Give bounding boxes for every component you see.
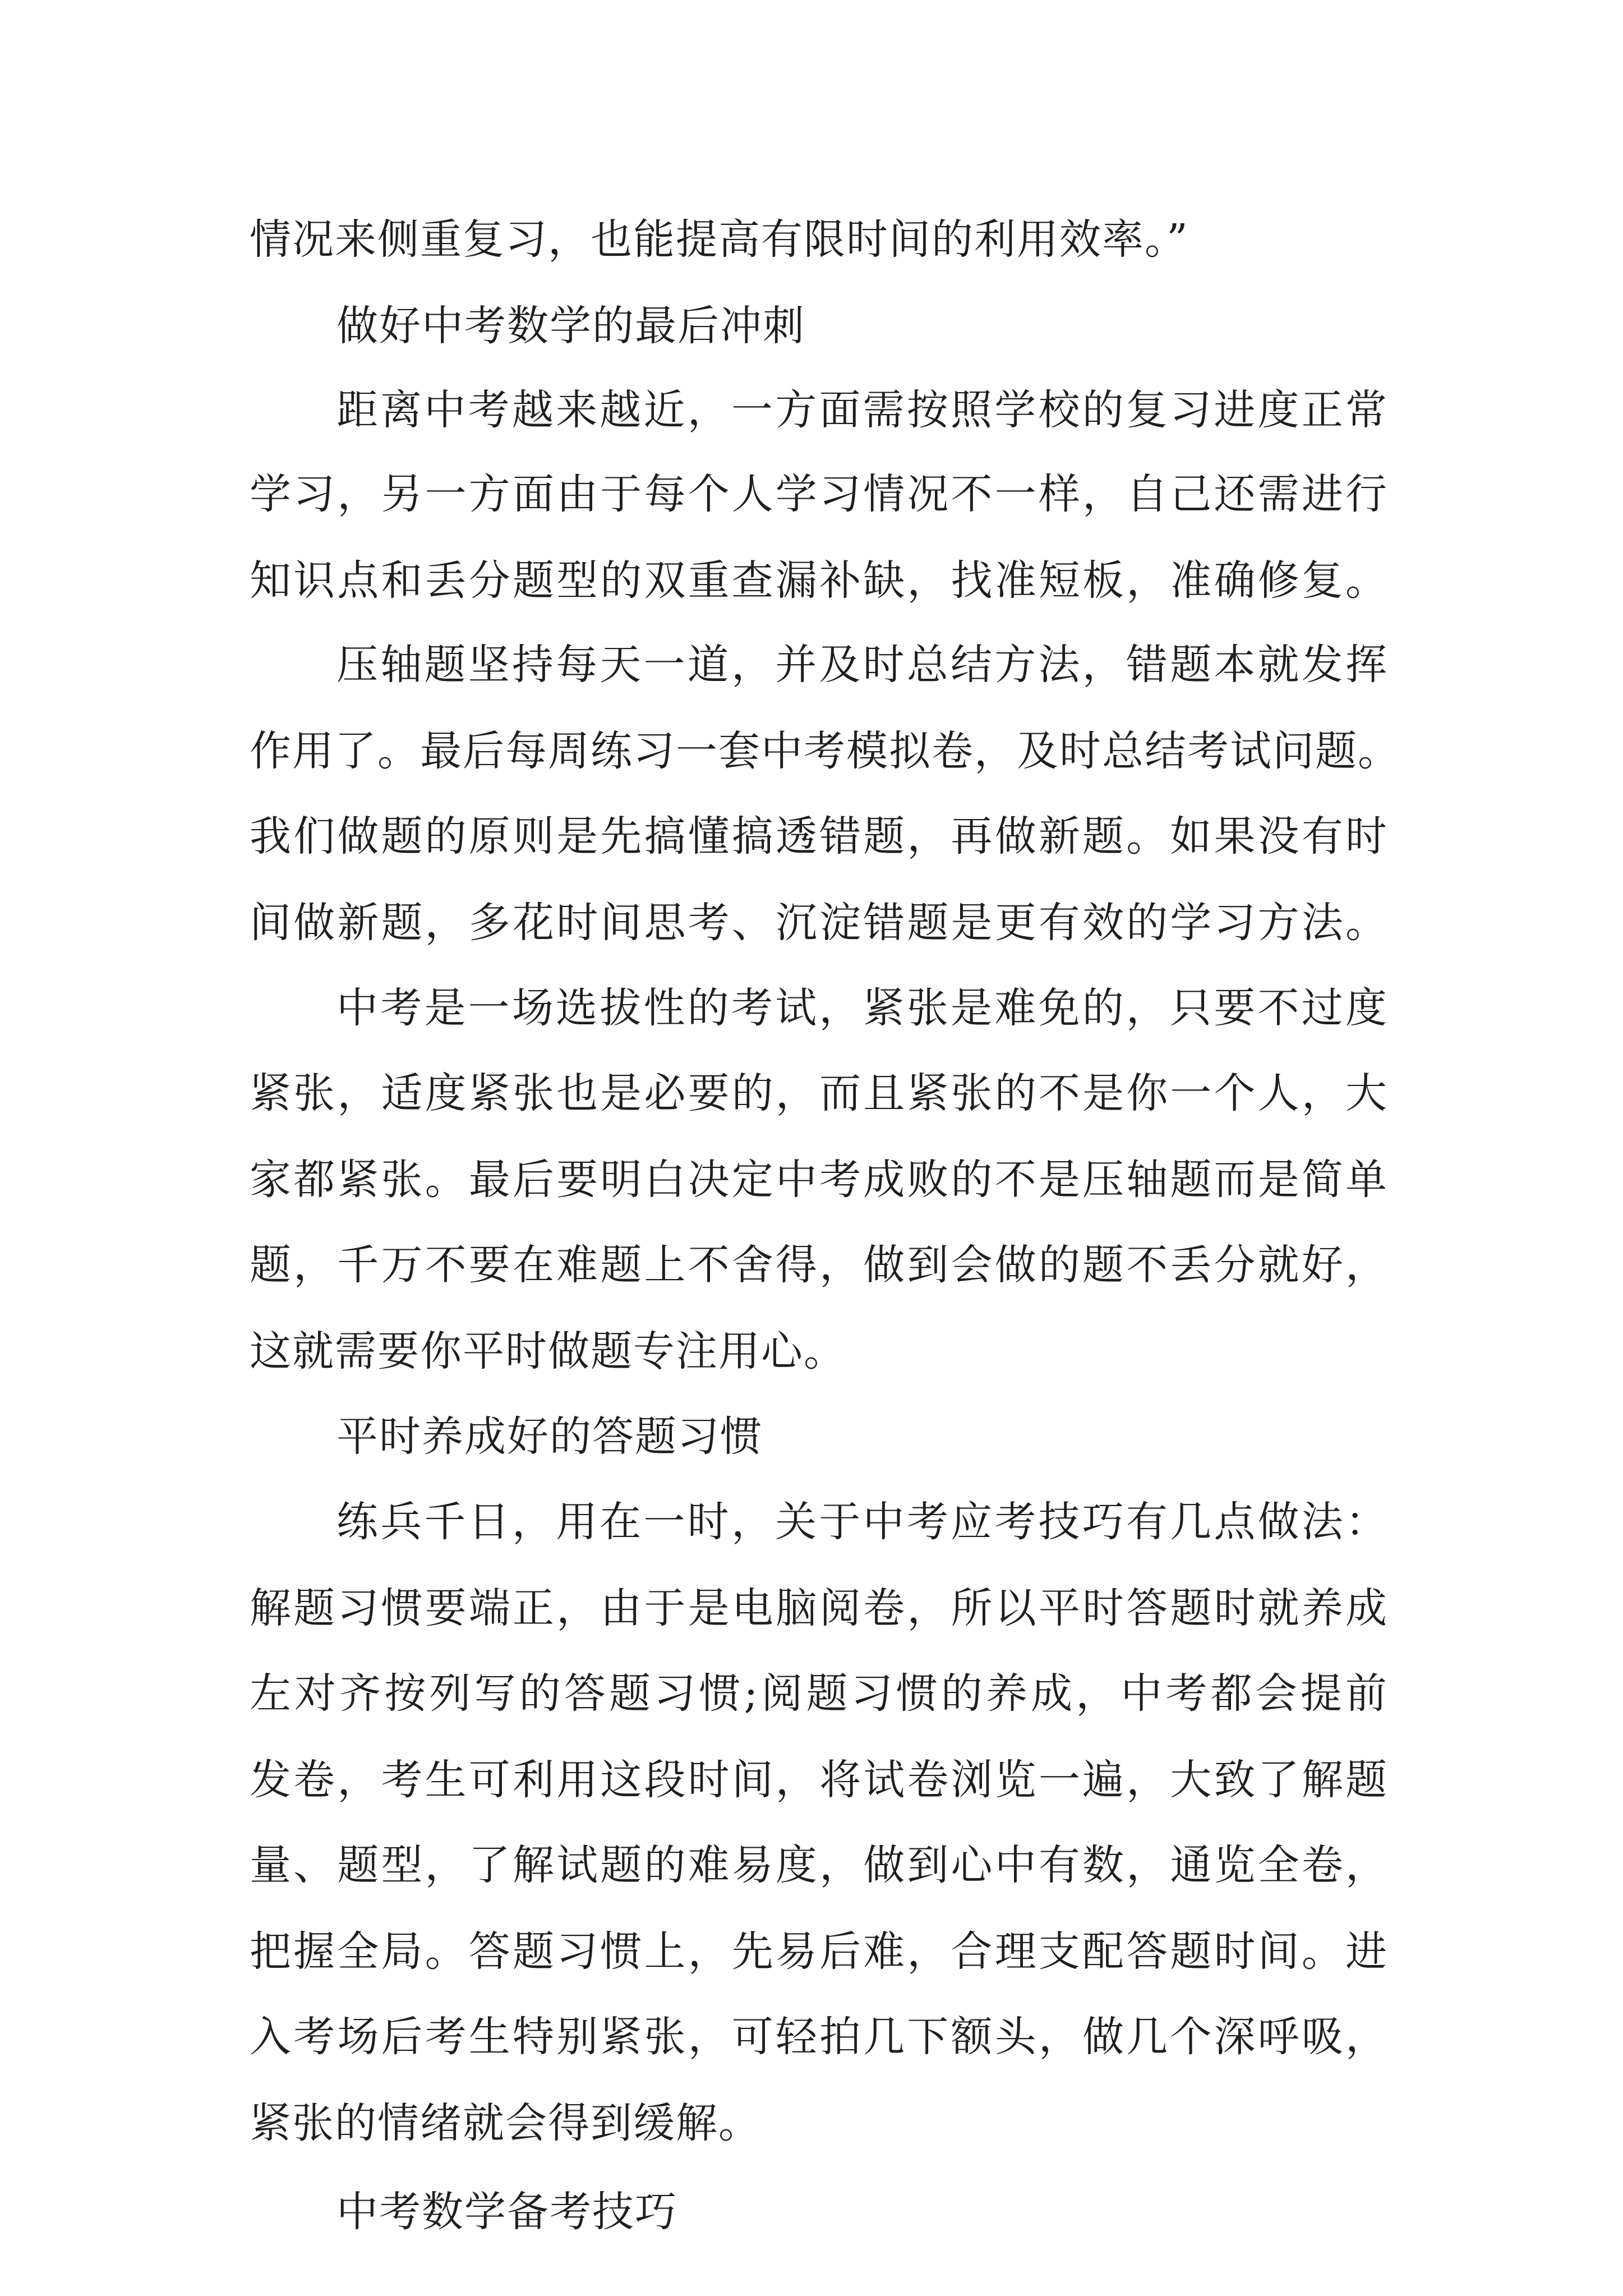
paragraph-line: 解题习惯要端正，由于是电脑阅卷，所以平时答题时就养成 bbox=[250, 1584, 1388, 1632]
paragraph-line: 量、题型，了解试题的难易度，做到心中有数，通览全卷， bbox=[250, 1841, 1388, 1889]
paragraph-line: 发卷，考生可利用这段时间，将试卷浏览一遍，大致了解题 bbox=[250, 1756, 1388, 1804]
paragraph-line: 入考场后考生特别紧张，可轻拍几下额头，做几个深呼吸， bbox=[250, 2013, 1388, 2061]
paragraph-line: 家都紧张。最后要明白决定中考成败的不是压轴题而是简单 bbox=[250, 1156, 1388, 1204]
paragraph-line: 我们做题的原则是先搞懂搞透错题，再做新题。如果没有时 bbox=[250, 812, 1388, 861]
paragraph-line: 距离中考越来越近，一方面需按照学校的复习进度正常 bbox=[336, 386, 1388, 434]
paragraph-line: 压轴题坚持每天一道，并及时总结方法，错题本就发挥 bbox=[336, 641, 1388, 689]
paragraph-line: 紧张，适度紧张也是必要的，而且紧张的不是你一个人，大 bbox=[250, 1069, 1388, 1117]
paragraph-line: 题，千万不要在难题上不舍得，做到会做的题不丢分就好， bbox=[250, 1241, 1388, 1289]
paragraph-line: 作用了。最后每周练习一套中考模拟卷，及时总结考试问题。 bbox=[250, 727, 1400, 775]
paragraph-line: 左对齐按列写的答题习惯;阅题习惯的养成，中考都会提前 bbox=[250, 1669, 1388, 1718]
paragraph-line: 情况来侧重复习，也能提高有限时间的利用效率。” bbox=[250, 215, 1189, 264]
paragraph-line: 把握全局。答题习惯上，先易后难，合理支配答题时间。进 bbox=[250, 1927, 1388, 1976]
section-heading: 平时养成好的答题习惯 bbox=[336, 1412, 763, 1461]
paragraph-line: 学习，另一方面由于每个人学习情况不一样，自己还需进行 bbox=[250, 470, 1388, 518]
paragraph-line: 间做新题，多花时间思考、沉淀错题是更有效的学习方法。 bbox=[250, 899, 1388, 947]
paragraph-line: 紧张的情绪就会得到缓解。 bbox=[250, 2099, 761, 2147]
paragraph-line: 知识点和丢分题型的双重查漏补缺，找准短板，准确修复。 bbox=[250, 556, 1388, 605]
paragraph-line: 这就需要你平时做题专注用心。 bbox=[250, 1327, 846, 1375]
paragraph-line: 中考是一场选拔性的考试，紧张是难免的，只要不过度 bbox=[336, 984, 1388, 1032]
section-heading: 中考数学备考技巧 bbox=[336, 2188, 677, 2236]
section-heading: 做好中考数学的最后冲刺 bbox=[336, 302, 805, 350]
paragraph-line: 练兵千日，用在一时，关于中考应考技巧有几点做法： bbox=[336, 1498, 1388, 1546]
